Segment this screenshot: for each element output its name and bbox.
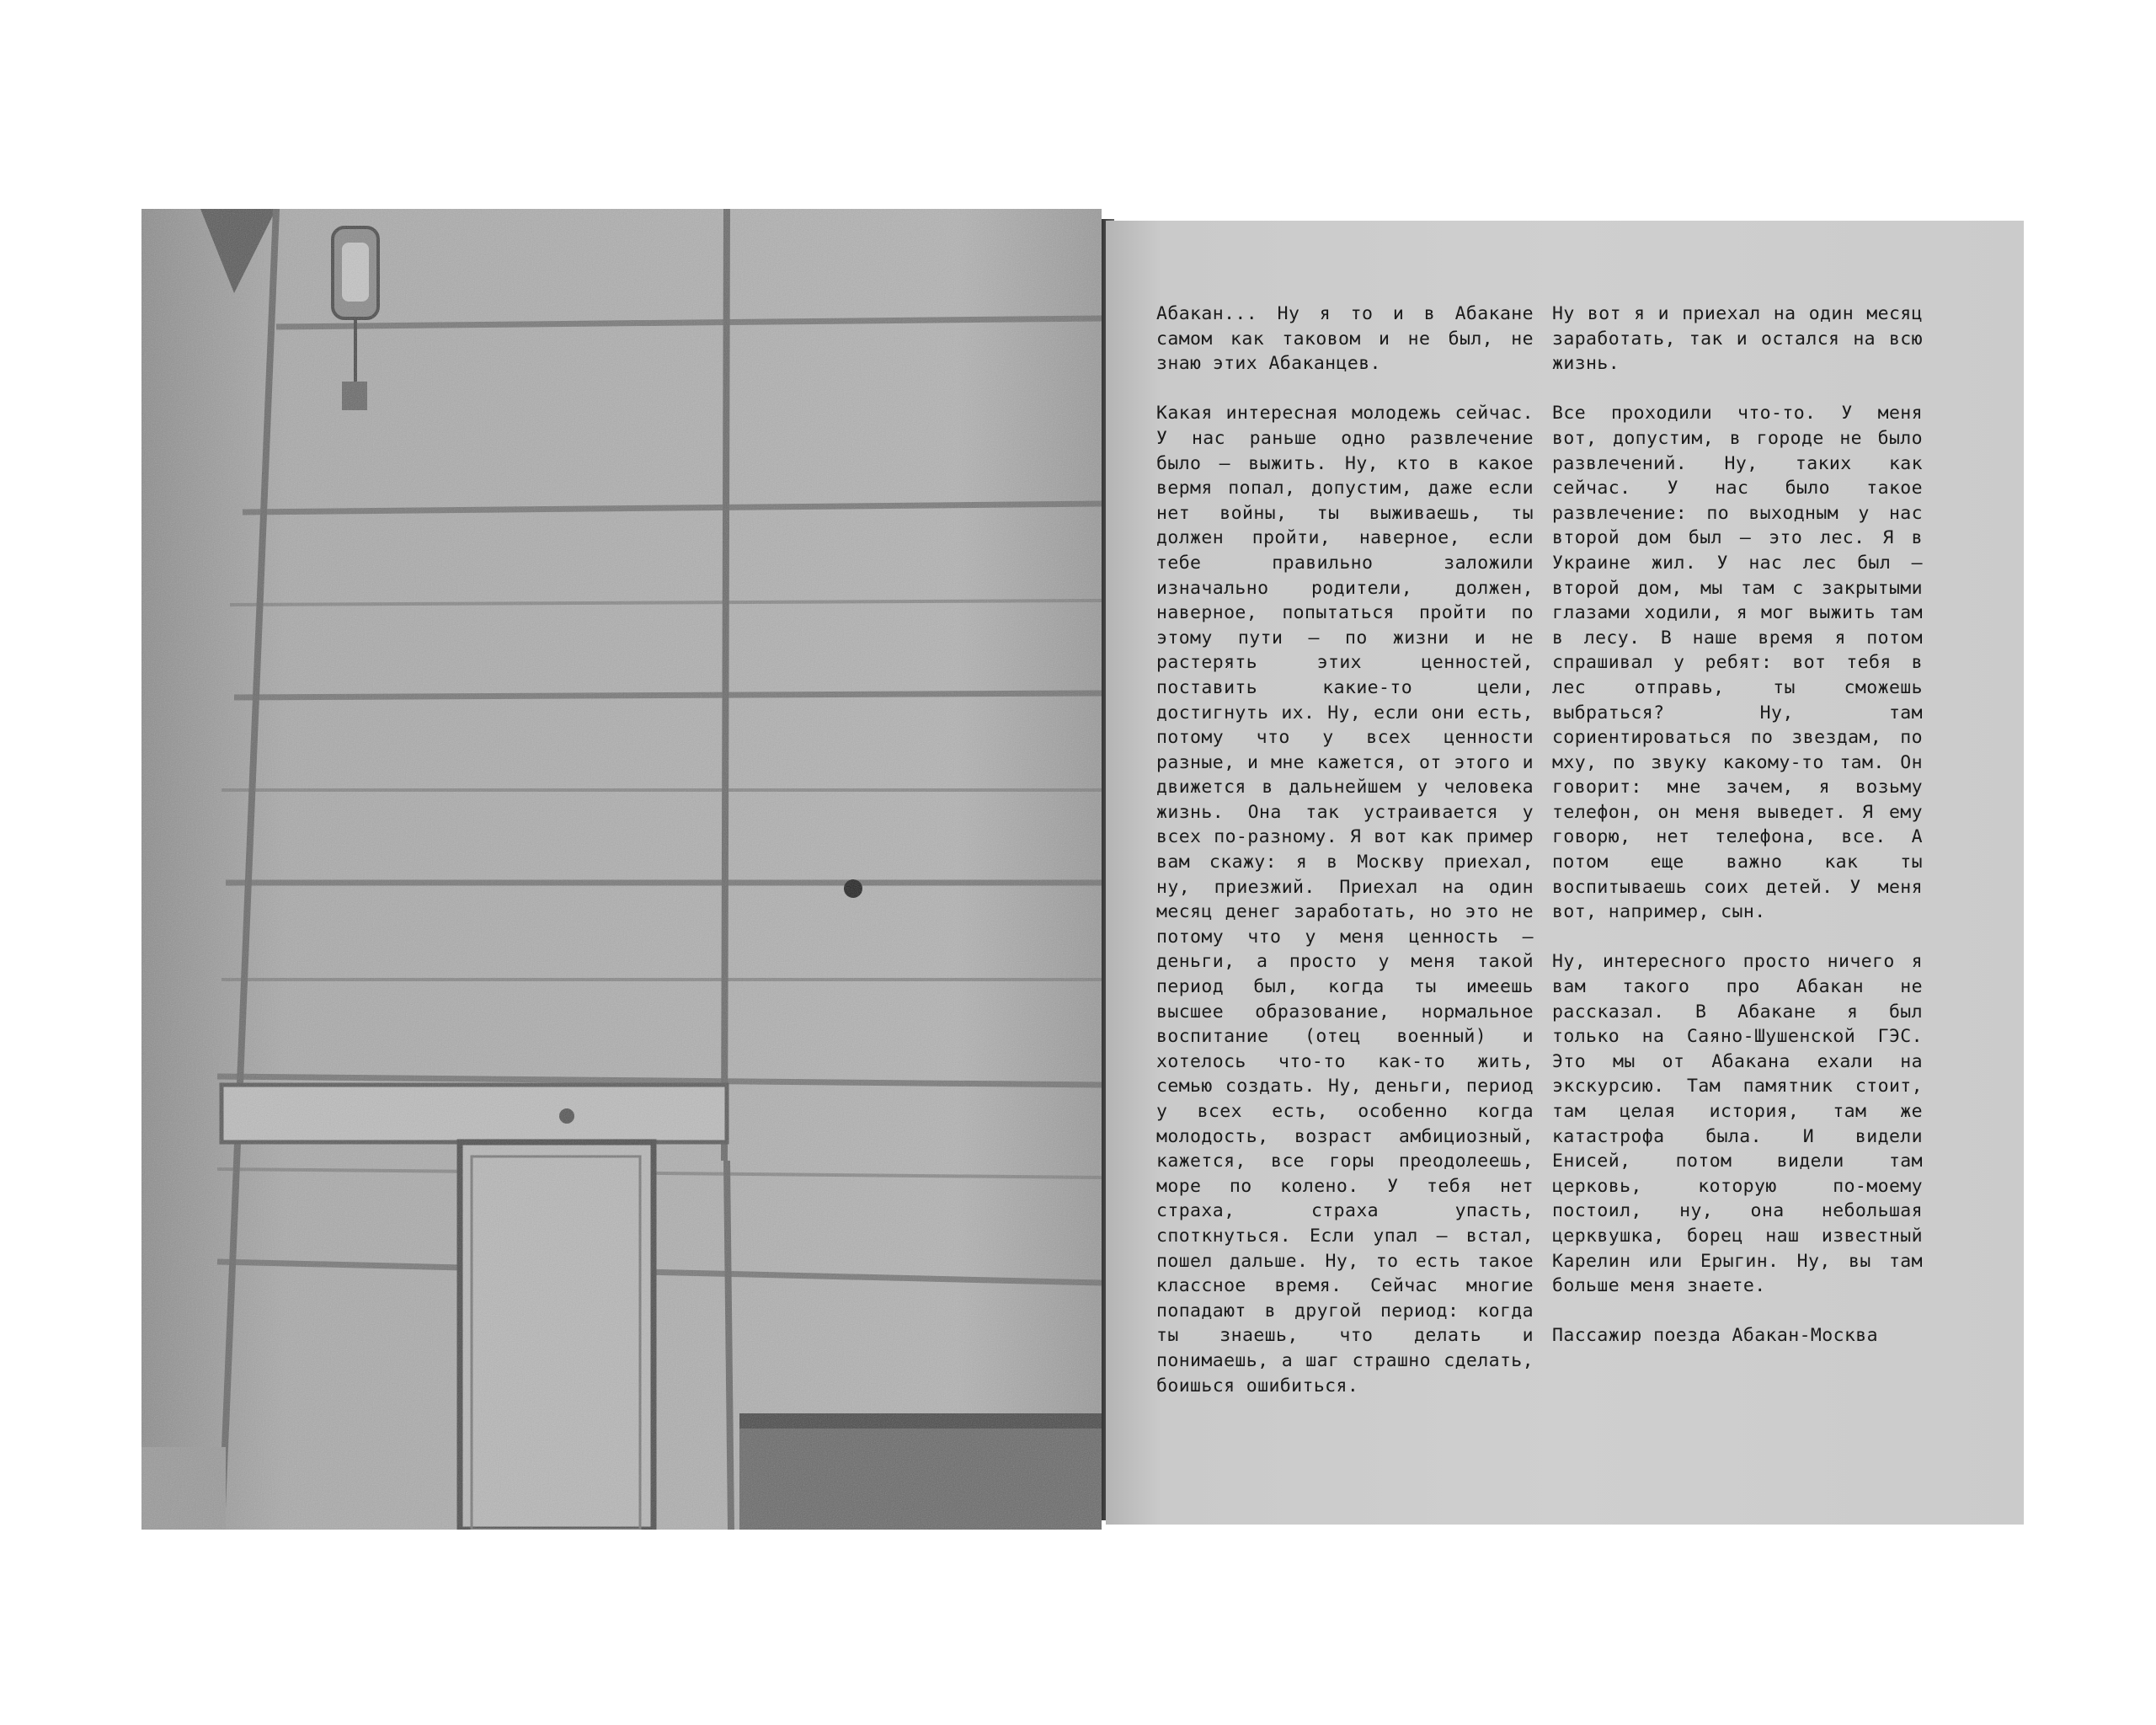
wall-photo-icon [141, 209, 1102, 1530]
paragraph: Абакан... Ну я то и в Абакане самом как таковом и не был, не знаю этих Абаканцев. [1156, 303, 1534, 375]
signature: Пассажир поезда Абакан-Москва [1552, 1325, 1878, 1347]
paragraph: Какая интересная молодежь сейчас. У нас раньше одно развлечение было — выжить. Ну, кто в какое вермя попал, допустим, даже если нет войны, ты выживаешь, ты должен пройти, наверное, если тебе правильно заложили изначально родители, должен, наверное, попытаться пройти по этому пути — по жизни и не растерять этих ценностей, поставить какие-то цели, достигнуть их. Ну, если они есть, потому что у всех ценности разные, и мне кажется, от этого и движется в дальнейшем у человека жизнь. Она так устраивается у всех по-разному. Я вот как пример вам скажу: я в Москву приехал, ну, приезжий. Приехал на один месяц денег заработать, но это не потому что у меня ценность — деньги, а просто у меня такой период был, когда ты имеешь высшее образование, нормальное воспитание (отец военный) и хотелось что-то как-то жить, семью создать. Ну, деньги, период у всех есть, особенно когда молодость, возраст амбициозный, кажется, все горы преодолеешь, море по колено. У тебя нет страха, страха упасть, споткнуться. Если упал — встал, пошел дальше. Ну, то есть такое классное время. Сейчас многие попадают в другой период: когда ты знаешь, что делать и понимаешь, а шаг страшно сделать, боишься ошибиться. [1156, 403, 1534, 1397]
text-column-left [1156, 302, 1534, 1423]
paragraph: Ну, интересного просто ничего я вам такого про Абакан не рассказал. В Абакане я был только на Саяно-Шушенской ГЭС. Это мы от Абакана ехали на экскурсию. Там памятник стоит, там целая история, там же катастрофа была. И видели Енисей, потом видели там церковь, которую по-моему постоил, ну, она небольшая церквушка, борец наш известный Карелин или Ерыгин. Ну, вы там больше меня знаете. [1552, 951, 1923, 1297]
paragraph: Все проходили что-то. У меня вот, допустим, в городе не было развлечений. Ну, таких как сейчас. У нас было такое развлечение: по выходным у нас второй дом был — это лес. Я в Украине жил. У нас лес был — второй дом, мы там с закрытыми глазами ходили, я мог выжить там в лесу. В наше время я потом спрашивал у ребят: вот тебя в лес отправь, ты сможешь выбраться? Ну, там сориентироваться по звездам, по мху, по звуку какому-то там. Он говорит: мне зачем, я возьму телефон, он меня выведет. Я ему говорю, нет телефона, все. А потом еще важно как ты воспитываешь соих детей. У меня вот, например, сын. [1552, 403, 1923, 923]
photo-page [141, 209, 1102, 1530]
paragraph: Ну вот я и приехал на один месяц заработать, так и остался на всю жизнь. [1552, 303, 1923, 375]
text-column-right [1552, 302, 1923, 1374]
text-page [1106, 221, 2024, 1525]
booklet-spread [141, 209, 2025, 1530]
